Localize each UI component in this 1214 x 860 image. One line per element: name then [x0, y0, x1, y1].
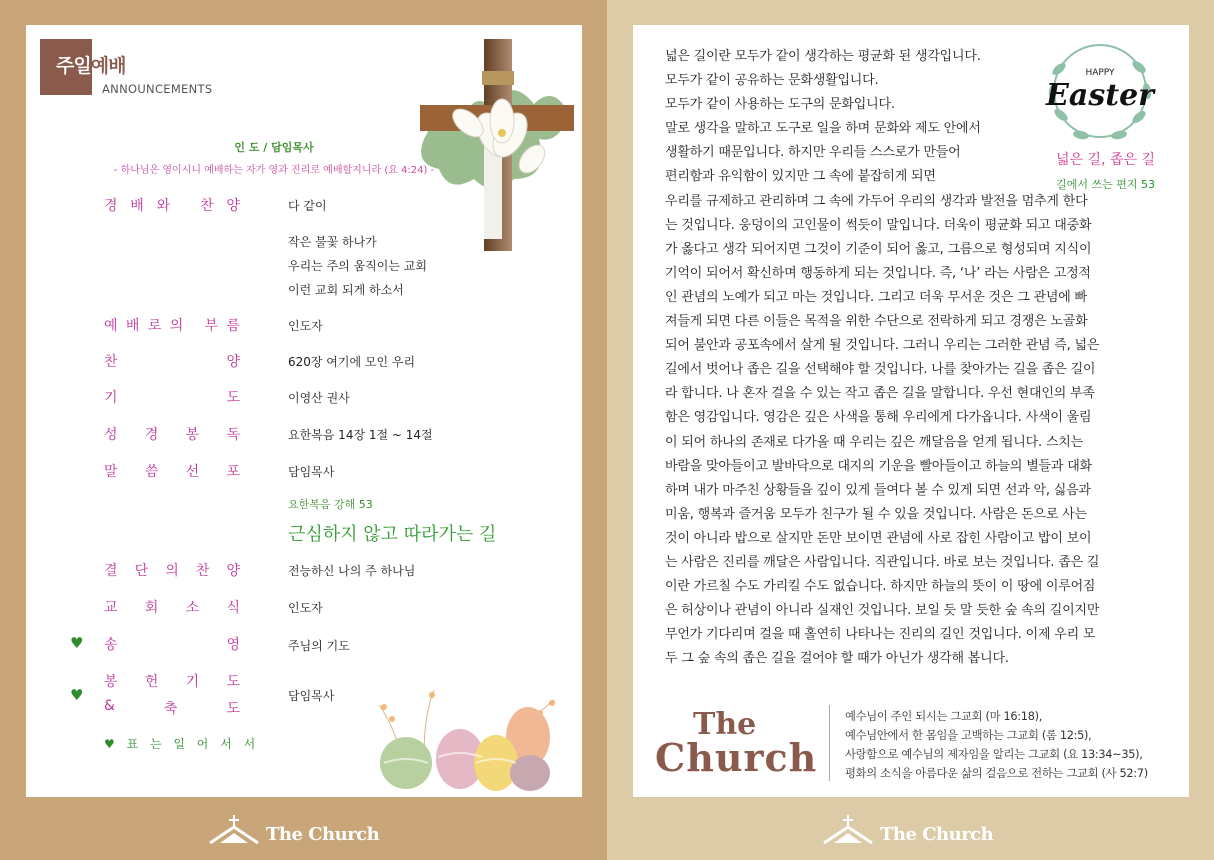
vision-item: 예수님이 주인 되시는 그교회 (마 16:18), [845, 710, 1042, 723]
order-value-praise: 다 같이 [288, 199, 327, 213]
order-value-sermon: 담임목사 [288, 465, 335, 479]
order-label-announcements: 교 회 소 식 [104, 600, 240, 616]
body-line: 미움, 행복과 즐거움 모두가 친구가 될 수 있을 것입니다. 사람은 돈으로 사는 [665, 506, 1087, 522]
order-value-call-to-worship: 인도자 [288, 319, 323, 333]
footer-brand: The Church [266, 824, 380, 845]
order-value-offering-prayer: 담임목사 [288, 689, 335, 703]
order-value-scripture: 요한복음 14장 1절 ~ 14절 [288, 428, 433, 442]
page-title [56, 51, 125, 78]
order-label-offering-prayer: 봉 헌 기 도 [104, 674, 240, 690]
column-title: 넓은 길, 좁은 길 [1056, 152, 1155, 168]
body-line: 넓은 길이란 모두가 같이 생각하는 평균화 된 생각입니다. [665, 49, 981, 64]
body-line: 가 옳다고 생각 되어지면 그것이 기준이 되어 옳고, 그름으로 형성되며 지식이 [665, 241, 1092, 257]
order-value-response-hymn: 전능하신 나의 주 하나님 [288, 564, 416, 578]
body-line: 생활하기 때문입니다. 하지만 우리들 스스로가 만들어 [665, 145, 961, 161]
order-label-doxology: 송 영 [104, 637, 240, 653]
body-line: 하며 내가 마주친 상황들을 깊이 있게 들여다 볼 수 있게 되면 선과 악, 싫음과 [665, 482, 1091, 498]
hymn-line-1: 작은 불꽃 하나가 [288, 235, 377, 249]
body-line: 모두가 같이 공유하는 문화생활입니다. [665, 73, 879, 89]
footer-logo-right [822, 805, 993, 845]
order-label-praise: 경 배 와 찬 양 [104, 198, 240, 214]
body-line: 는 사람은 진리를 깨달은 사람입니다. 직관입니다. 바로 보는 것입니다. 좁은 길 [665, 554, 1100, 570]
theme-verse: - 하나님은 영이시니 예배하는 자가 영과 진리로 예배할지니라 (요 4:24) - [113, 165, 435, 176]
body-line: 편리함과 유익함이 있지만 그 속에 붙잡히게 되면 [665, 169, 936, 185]
order-label-prayer: 기 도 [104, 390, 240, 406]
vision-item: 예수님안에서 한 몸임을 고백하는 그교회 (롬 12:5), [845, 729, 1092, 742]
body-line: 라 합니다. 나 혼자 걸을 수 있는 작고 좁은 길을 말합니다. 우선 현대인의 부족 [665, 386, 1095, 402]
logo-line-2: Church [655, 734, 818, 780]
vision-item: 평화의 소식을 아름다운 삶의 걸음으로 전하는 그교회 (사 52:7) [845, 767, 1148, 780]
body-line: 기억이 되어서 확신하며 행동하게 되는 것입니다. 즉, ‘나’ 라는 사람은 고정적 [665, 265, 1091, 281]
hymn-line-2: 우리는 주의 움직이는 교회 [288, 259, 427, 273]
order-label-benediction: & 축 도 [104, 698, 240, 717]
logo-line-1: The [693, 707, 757, 742]
stand-heart-icon: ♥ [70, 686, 84, 704]
order-value-prayer: 이영산 권사 [288, 391, 350, 405]
church-vision-list [845, 707, 1148, 783]
body-line: 길에서 벗어나 좁은 길을 선택해야 할 것입니다. 나를 찾아가는 길을 좁은 길이 [665, 362, 1096, 378]
body-line: 이 되어 하나의 존재로 다가올 때 우리는 깊은 깨달음을 얻게 됩니다. 스치는 [665, 434, 1083, 450]
body-line: 져들게 되면 다른 이들은 목적을 위한 수단으로 전락하게 되고 경쟁은 노골화 [665, 314, 1088, 330]
body-line: 되어 불안과 공포속에서 살게 될 것입니다. 그러니 우리는 그러한 관념 즉, 넓은 [665, 338, 1100, 354]
title-part-2: 예배 [90, 55, 126, 77]
order-value-hymn: 620장 여기에 모인 우리 [288, 355, 416, 369]
column-page [633, 25, 1189, 797]
footer-brand: The Church [880, 824, 994, 845]
column-series: 길에서 쓰는 편지 53 [1056, 178, 1155, 191]
vision-item: 사랑함으로 예수님의 제자임을 알리는 그교회 (요 13:34~35), [845, 748, 1143, 761]
happy-easter-wreath [1035, 39, 1165, 143]
easter-eggs-image [364, 685, 574, 791]
order-value-announcements: 인도자 [288, 601, 323, 615]
body-line: 함은 영감입니다. 영감은 깊은 사색을 통해 우리에게 다가옵니다. 사색이 울림 [665, 410, 1092, 426]
stand-heart-icon: ♥ [70, 634, 84, 652]
stand-note: ♥ 표 는 일 어 서 서 [104, 737, 260, 751]
body-line: 무언가 기다리며 걸을 때 홀연히 나타나는 진리의 길인 것입니다. 이제 우리 모 [665, 627, 1096, 643]
body-line: 우리를 규제하고 관리하며 그 속에 가두어 우리의 생각과 발전을 멈추게 한다 [665, 193, 1088, 209]
announcements-page [26, 25, 582, 797]
easter-text: Easter [1046, 78, 1154, 113]
hymn-line-3: 이런 교회 되게 하소서 [288, 283, 404, 297]
body-line: 것이 아니라 밥으로 살지만 돈만 보이면 관념에 사로 잡힌 사람이고 밥이 보이 [665, 530, 1092, 546]
footer-logo-left [208, 805, 379, 845]
church-roof-icon [822, 815, 874, 845]
sermon-series: 요한복음 강해 53 [288, 498, 373, 511]
order-value-doxology: 주님의 기도 [288, 639, 350, 653]
page-subtitle: ANNOUNCEMENTS [102, 82, 213, 96]
worship-leader: 인 도 / 담임목사 [234, 141, 314, 154]
body-line: 모두가 같이 사용하는 도구의 문화입니다. [665, 97, 895, 113]
body-line: 인 관념의 노예가 되고 마는 것입니다. 그리고 더욱 무서운 것은 그 관념에 빠 [665, 289, 1087, 305]
church-roof-icon [208, 815, 260, 845]
sermon-title: 근심하지 않고 따라가는 길 [288, 524, 497, 545]
body-line: 은 허상이나 관념이 아니라 실재인 것입니다. 보일 듯 말 듯한 숲 속의 길이지만 [665, 603, 1100, 619]
title-part-1: 주일 [56, 55, 91, 77]
body-line: 는 것입니다. 웅덩이의 고인물이 썩듯이 말입니다. 더욱이 평균화 되고 대중화 [665, 217, 1092, 233]
the-church-logo [655, 707, 818, 780]
order-label-sermon: 말 씀 선 포 [104, 464, 240, 480]
order-label-hymn: 찬 양 [104, 354, 240, 370]
logo-divider [829, 705, 830, 781]
body-line: 두 그 숲 속의 좁은 길을 걸어야 할 때가 아닌가 생각해 봅니다. [665, 651, 1009, 667]
order-label-call-to-worship: 예 배 로 의 부 름 [104, 318, 240, 334]
order-label-response-hymn: 결 단 의 찬 양 [104, 563, 240, 579]
body-line: 바람을 맞아들이고 발바닥으로 대지의 기운을 빨아들이고 하늘의 별들과 대화 [665, 458, 1092, 474]
body-line: 이란 가르칠 수도 가리킬 수도 없습니다. 하지만 하늘의 뜻이 이 땅에 이루어짐 [665, 579, 1096, 595]
body-line: 말로 생각을 말하고 도구로 일을 하며 문화와 제도 안에서 [665, 121, 981, 137]
happy-text: HAPPY [1085, 68, 1115, 78]
order-label-scripture: 성 경 봉 독 [104, 427, 240, 443]
